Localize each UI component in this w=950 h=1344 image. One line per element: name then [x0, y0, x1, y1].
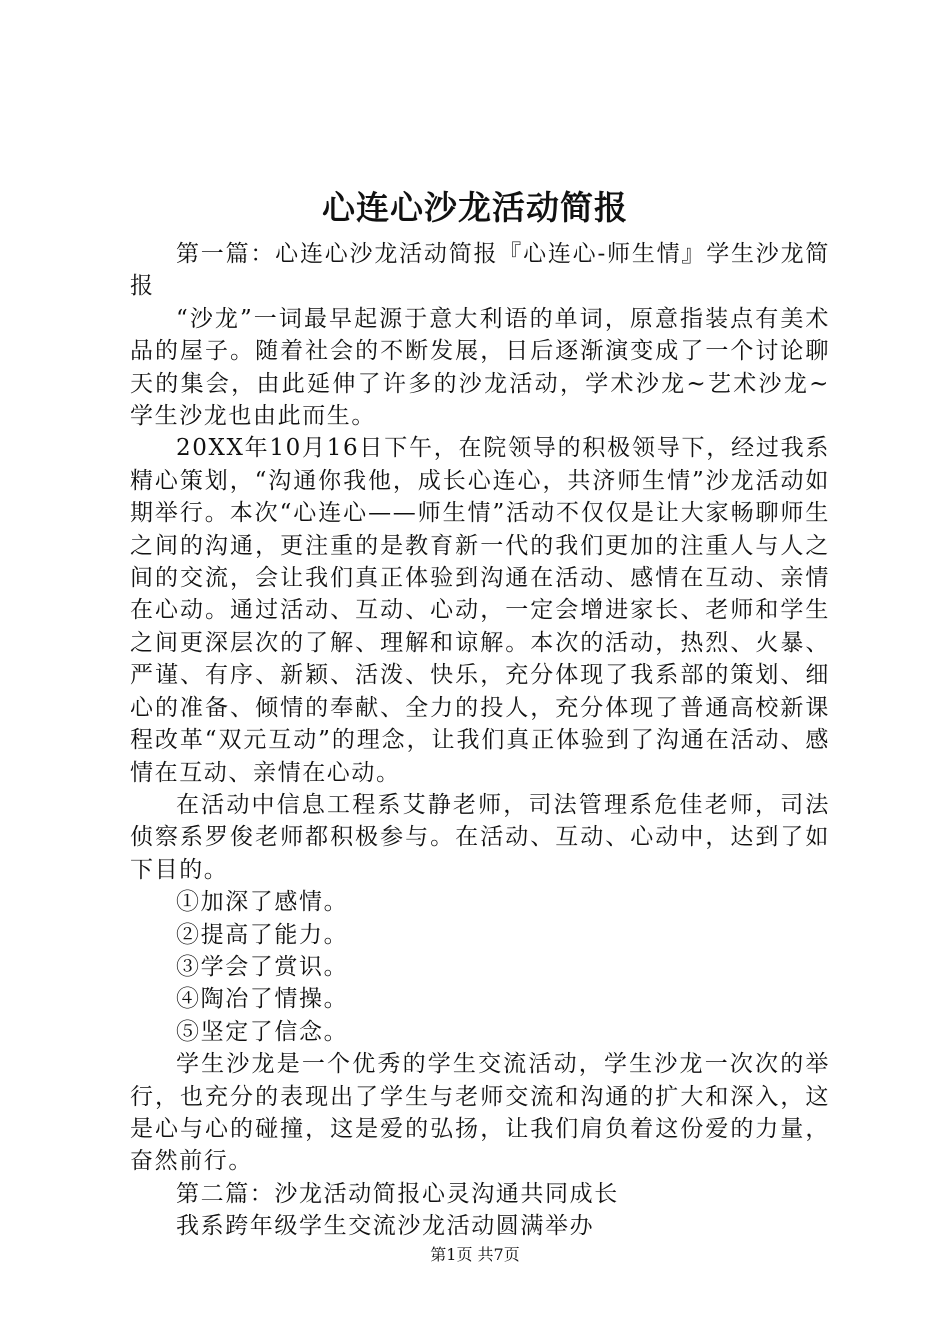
- paragraph-section-heading-2: 第二篇：沙龙活动简报心灵沟通共同成长: [176, 1180, 619, 1207]
- list-item: ②提高了能力。: [176, 921, 349, 948]
- paragraph-section-heading-1: 第一篇：心连心沙龙活动简报『心连心-师生情』学生沙龙简报: [130, 241, 830, 300]
- paragraph-conclusion: 学生沙龙是一个优秀的学生交流活动，学生沙龙一次次的举行，也充分的表现出了学生与老师交流和沟通的扩大和深入，这是心与心的碰撞，这是爱的弘扬，让我们肩负着这份爱的力量，奋然前行。: [130, 1051, 830, 1175]
- paragraph-event-description: 20XX年10月16日下午，在院领导的积极领导下，经过我系精心策划，“沟通你我他，成长心连心，共济师生情”沙龙活动如期举行。本次“心连心——师生情”活动不仅仅是让大家畅聊师生之间的沟通，更注重的是教育新一代的我们更加的注重人与人之间的交流，会让我们真正体验到沟通在活动、感情在互动、亲情在心动。通过活动、互动、心动，一定会增进家长、老师和学生之间更深层次的了解、理解和谅解。本次的活动，热烈、火暴、严谨、有序、新颖、活泼、快乐，充分体现了我系部的策划、细心的准备、倾情的奉献、全力的投人，充分体现了普通高校新课程改革“双元互动”的理念，让我们真正体验到了沟通在活动、感情在互动、亲情在心动。: [130, 435, 830, 786]
- list-item: ④陶冶了情操。: [176, 986, 349, 1013]
- list-item: ③学会了赏识。: [176, 953, 349, 980]
- paragraph-second-intro: 我系跨年级学生交流沙龙活动圆满举办: [176, 1213, 595, 1240]
- paragraph-participants: 在活动中信息工程系艾静老师，司法管理系危佳老师，司法侦察系罗俊老师都积极参与。在活动、互动、心动中，达到了如下目的。: [130, 791, 830, 883]
- document-body: [130, 238, 830, 1243]
- document-title: 心连心沙龙活动简报: [322, 188, 628, 227]
- list-item: ⑤坚定了信念。: [176, 1018, 349, 1045]
- list-item: ①加深了感情。: [176, 889, 349, 916]
- paragraph-salon-origin: “沙龙”一词最早起源于意大利语的单词，原意指装点有美术品的屋子。随着社会的不断发展，日后逐渐演变成了一个讨论聊天的集会，由此延伸了许多的沙龙活动，学术沙龙~艺术沙龙~学生沙龙也由此而生。: [130, 305, 830, 430]
- page-footer: 第1页 共7页: [430, 1245, 520, 1264]
